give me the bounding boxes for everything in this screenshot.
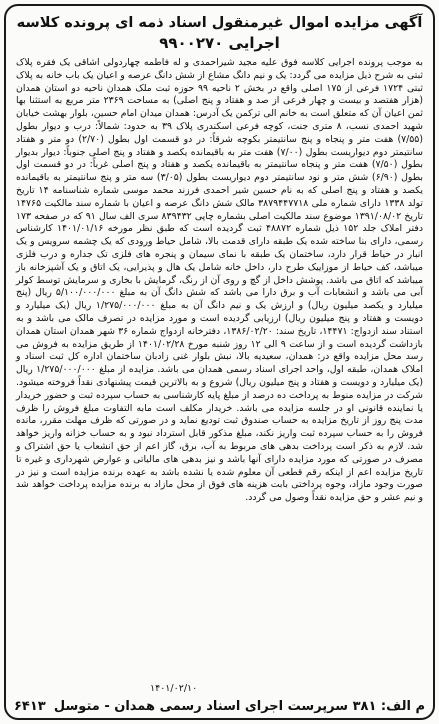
- notice-code: ۶۴۱۳: [14, 699, 46, 714]
- notice-content: [6, 6, 433, 505]
- notice-title: آگهی مزایده اموال غیرمنقول اسناد ذمه ای پرونده کلاسه: [16, 15, 423, 31]
- notice-date: ۱۴۰۱/۰۲/۱۰: [150, 683, 198, 694]
- notice-body: به موجب پرونده اجرایی کلاسه فوق علیه مجید شیراحمدی و له فاطمه چهاردولی اشاقی یک فقره پلاک ثبتی به شرح ذیل مزایده می گردد: یک و نیم دانگ مشاع از شش دانگ عرصه و اعیان یک باب خانه به پلاک ثبتی ۱۷۲۴ فرعی از ۱۷۵ اصلی واقع در بخش ۲ ناحیه ۹۹ حوزه ثبت ملک همدان ناحیه دو استان همدان (هزار هفتصد و بیست و چهار فرعی از صد و هفتاد و پنج اصلی) به مساحت ۲۳۶۹ متر مربع به استثنا بها ثمن اعیان آن که متعلق است به خانم الی ترکمن یک آدرس: همدان میدان امام حسین، بلوار بهشت خیابان شهید احمدی نسب، ۸ متری جنت، کوچه فرعی اسکندری پلاک ۳۹ به حدود: شمالاً: درب و دیوار بطول (۷/۵۵) هفت متر و پنجاه و پنج سانتیمتر بکوچه شرقاً: در دو قسمت اول بطول (۲/۷۰) دو متر و هفتاد سانتیمتر دوم دیواریست بطول (۷/۰۰) هفت متر به باقیمانده یکصد و هفتاد و پنج اصلی جنوباً: دیوار بدیوار بطول (۷/۵۰) هفت متر و پنجاه سانتیمتر به باقیمانده یکصد و هفتاد و پنج اصلی غرباً: در دو قسمت اول بطول (۶/۹۰) شش متر و نود سانتیمتر دوم دیواریست بطول (۳/۰۵) سه متر و پنج سانتیمتر به باقیمانده یکصد و هفتاد و پنج اصلی که به نام حسین شیر احمدی فرزند محمد موسی شماره شناسنامه ۱۴ تاریخ تولد ۱۳۳۸ دارای شماره ملی ۳۸۷۹۴۴۷۷۱۸ مالک شش دانگ عرصه و اعیان با شماره سند مالکیت ۱۴۷۶۵ تاریخ ۱۳۹۱/۰۸/۰۲ موضوع سند مالکیت اصلی بشماره چاپی ۸۳۹۴۳۲ سری الف سال ۹۱ که در صفحه ۱۷۳ دفتر املاک جلد ۱۵۲ ذیل شماره ۴۸۸۷۲ ثبت گردیده است که طبق نظر مورخه ۱۴۰۱/۰۱/۱۶ کارشناس رسمی، دارای بنا ساخته شده یک طبقه دارای قدمت بالا، شامل حیاط ورودی که یک چشمه سرویس و یک انبار در حیاط قرار دارد، ساختمان یک طبقه با نمای سیمان و پنجره های فلزی تک جداره و درب فلزی میباشد، کف حیاط از موزاییک طرح دار، داخل خانه شامل یک هال و پذیرایی، یک اتاق و یک آشپزخانه باز میباشد که اتاق می باشد. پوشش داخل از گچ و روی آن از رنگ، گرمایش با بخاری و سرمایش توسط کولر آبی می باشد و انشعابات آب و برق دارا می باشد که شش دانگ آن به مبلغ ۵/۱۰۰/۰۰۰/۰۰۰ ریال (پنج میلیارد و یکصد میلیون ریال) و ارزش یک و نیم دانگ آن به مبلغ ۱/۲۷۵/۰۰۰/۰۰۰ ریال (یک میلیارد و دویست و هفتاد و پنج میلیون ریال) ارزیابی گردیده است و مورد مزایده در تصرف مالک می باشد و به استناد سند ازدواج: ۱۴۴۷۱، تاریخ سند: ۱۳۸۶/۰۲/۲۰، دفترخانه ازدواج شماره ۳۶ شهر همدان استان همدان بازداشت گردیده است و از ساعت ۹ الی ۱۲ روز شنبه مورخ ۱۴۰۱/۰۲/۲۸ از طریق مزایده به فروش می رسد محل مزایده واقع در: همدان، سعیدیه بالا، نبش بلوار غنی زادبان ساختمان اداره کل ثبت اسناد و املاک همدان، طبقه اول، واحد اجرای اسناد رسمی همدان می باشد. مزایده از مبلغ ۱/۲۷۵/۰۰۰/۰۰۰ ریال (یک میلیارد و دویست و هفتاد و پنج میلیون ریال) شروع و به بالاترین قیمت پیشنهادی نقداً فروخته میشود. شرکت در مزایده منوط به پرداخت ده درصد از مبلغ پایه کارشناسی به حساب سپرده ثبت و حضور خریدار یا نماینده قانونی او در جلسه مزایده می باشد. خریدار مکلف است مابه التفاوت مبلغ فروش را ظرف مدت پنج روز از تاریخ مزایده به حساب صندوق ثبت تودیع نماید و در صورتی که ظرف مهلت مقرر، مانده فروش را به حساب سپرده ثبت واریز نکند، مبلغ مذکور قابل استرداد نبود و به حساب خزانه واریز خواهد شد. لازم به ذکر است پرداخت بدهی های مربوط به آب، برق، گاز اعم از حق انشعاب یا حق اشتراک و مصرف در صورتی که مورد مزایده دارای آنها باشد و نیز بدهی های مالیاتی و عوارض شهرداری و غیره تا تاریخ مزایده اعم از اینکه رقم قطعی آن معلوم شده یا نشده باشد به عهده برنده مزایده است و نیز در صورت وجود مازاد، وجوه پرداختی بابت هزینه های فوق از محل مازاد به برنده مزایده پرداخت خواهد شد و نیم عشر و حق مزایده نقداً وصول می گردد.: [16, 57, 424, 504]
- notice-case-number: اجرایی ۹۹۰۰۲۷۰: [159, 34, 280, 52]
- notice-signature: م الف: ۳۸۱ سرپرست اجرای اسناد رسمی همدان - متوسل: [53, 699, 425, 714]
- notice-footer: [14, 699, 425, 714]
